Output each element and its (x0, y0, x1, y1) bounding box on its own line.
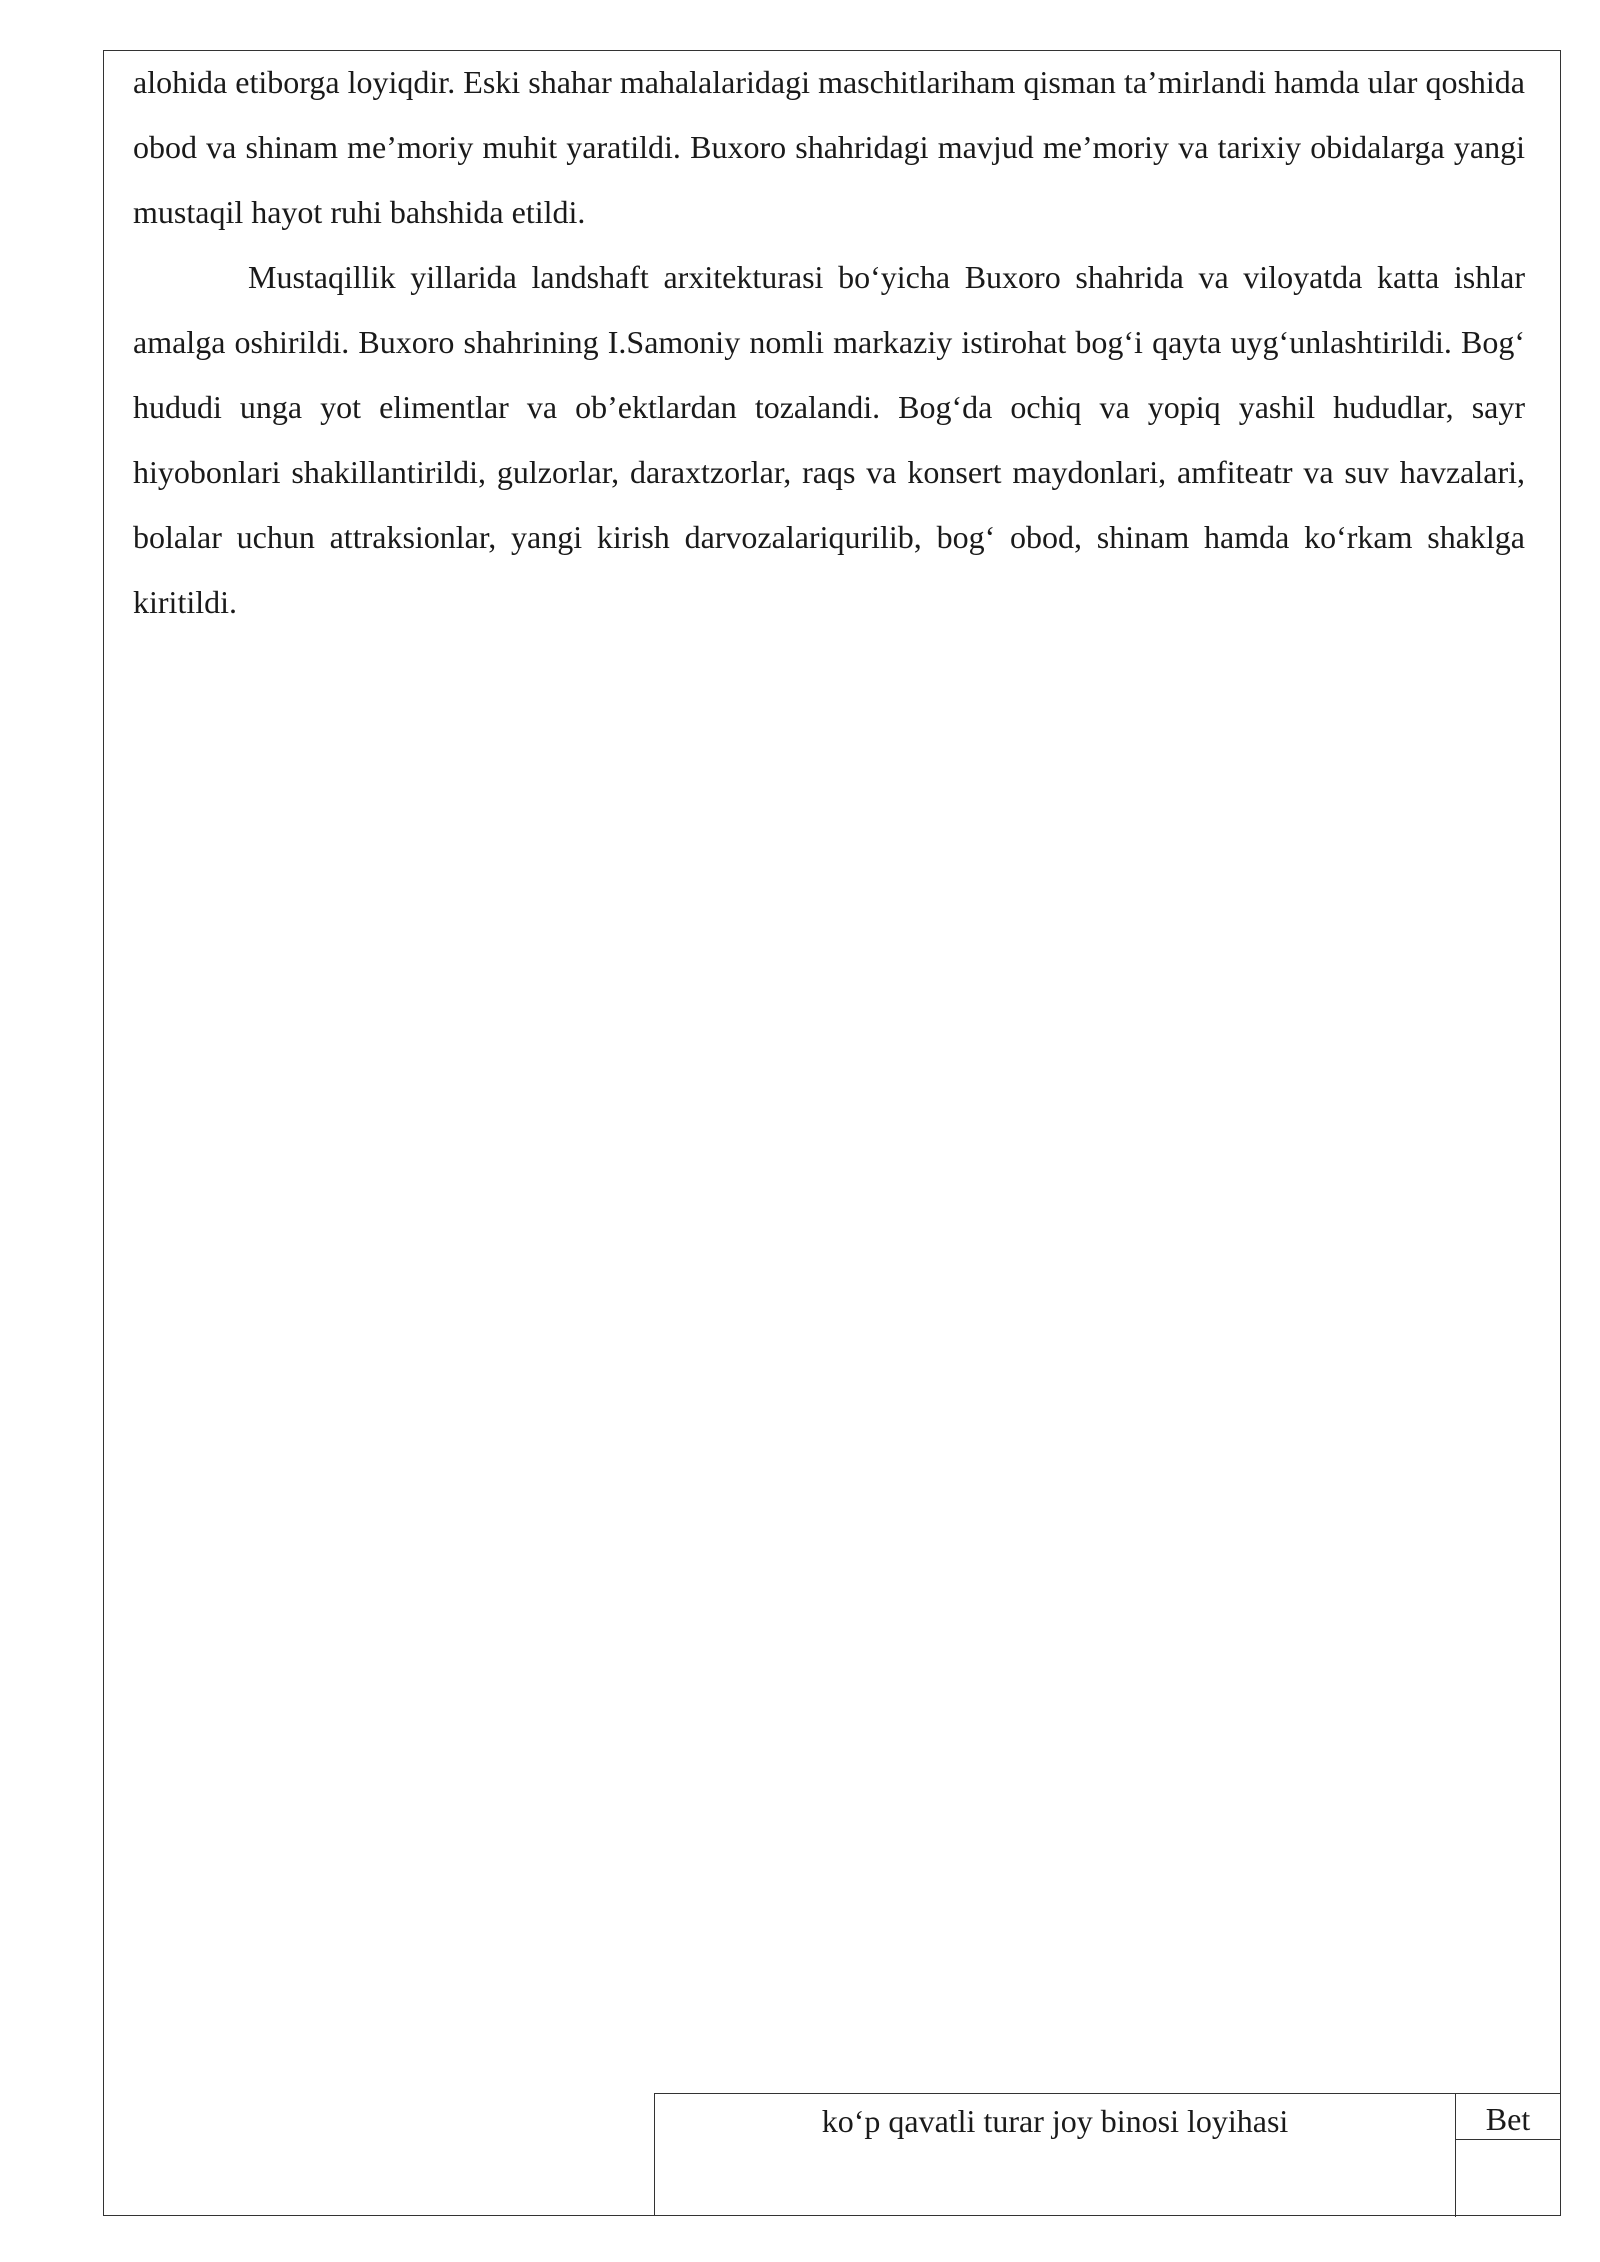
title-block (654, 2093, 1561, 2216)
title-block-page-label: Bet (1456, 2094, 1560, 2140)
document-body (133, 50, 1525, 635)
title-block-project-name: ko‘p qavatli turar joy binosi loyihasi (821, 2103, 1289, 2139)
paragraph-1: alohida etiborga loyiqdir. Eski shahar mahalalaridagi maschitlariham qisman ta’mirlandi hamda ular qoshida obod va shinam me’moriy muhit yaratildi. Buxoro shahridagi mavjud me’moriy va tarixiy obidalarga yangi mustaqil hayot ruhi bahshida etildi. (133, 64, 1525, 230)
paragraph-2: Mustaqillik yillarida landshaft arxitekturasi bo‘yicha Buxoro shahrida va viloyatda katta ishlar amalga oshirildi. Buxoro shahrining I.Samoniy nomli markaziy istirohat bog‘i qayta uyg‘unlashtirildi. Bog‘ hududi unga yot elimentlar va ob’ektlardan tozalandi. Bog‘da ochiq va yopiq yashil hududlar, sayr hiyobonlari shakillantirildi, gulzorlar, daraxtzorlar, raqs va konsert maydonlari, amfiteatr va suv havzalari, bolalar uchun attraksionlar, yangi kirish darvozalariqurilib, bog‘ obod, shinam hamda ko‘rkam shaklga kiritildi. (133, 259, 1525, 620)
